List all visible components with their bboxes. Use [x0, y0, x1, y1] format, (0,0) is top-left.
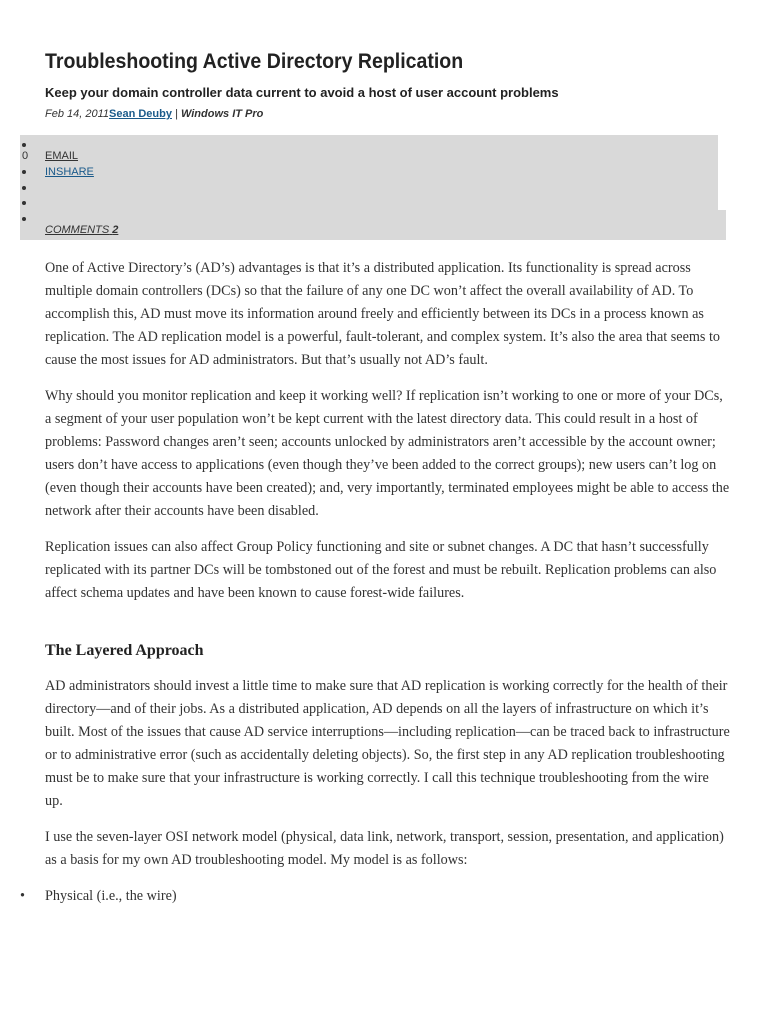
comments-count: 2: [112, 224, 119, 236]
comments-link[interactable]: [45, 224, 118, 236]
share-bar: [20, 135, 718, 240]
osi-layer-list: [45, 885, 730, 908]
author-link[interactable]: Sean Deuby: [109, 108, 172, 120]
byline: [45, 108, 263, 120]
article-body: [45, 257, 730, 908]
email-share-link[interactable]: EMAIL: [45, 150, 79, 162]
list-item: • Physical (i.e., the wire): [45, 885, 730, 908]
comments-label: COMMENTS: [45, 224, 110, 236]
article-paragraph: Replication issues can also affect Group Policy functioning and site or subnet changes. A DC that hasn’t successfully replicated with its partner DCs will be tombstoned out of the forest and must be rebuilt. Replication problems can also affect schema updates and have been known to cause forest-wide failures.: [45, 539, 717, 601]
article-subtitle: Keep your domain controller data current to avoid a host of user account problems: [45, 85, 559, 100]
share-count: 0: [22, 150, 29, 162]
section-heading: The Layered Approach: [45, 642, 204, 659]
byline-separator: |: [171, 108, 181, 120]
article-paragraph: Why should you monitor replication and keep it working well? If replication isn’t working to one or more of your DCs, a segment of your user population won’t be kept current with the latest directory data. This could result in a host of problems: Password changes aren’t seen; accounts unlocked by administrators aren’t accessible by the account owner; users don’t have access to applications (even though they’ve been added to the correct groups); new users can’t log on (even though their accounts have been created); and, very importantly, terminated employees might be able to access the network after their accounts have been disabled.: [45, 388, 730, 519]
share-bar-extension: [718, 210, 726, 240]
share-bullet-icon: [22, 201, 26, 205]
share-bullet-icon: [22, 186, 26, 190]
article-title: Troubleshooting Active Directory Replication: [45, 50, 464, 73]
publish-date: Feb 14, 2011: [45, 108, 110, 120]
article-paragraph: I use the seven-layer OSI network model (physical, data link, network, transport, session, presentation, and application) as a basis for my own AD troubleshooting model. My model is as follows:: [45, 829, 724, 868]
article-paragraph: One of Active Directory’s (AD’s) advantages is that it’s a distributed application. Its functionality is spread across multiple domain controllers (DCs) so that the failure of any one DC won’t affect the overall availability of AD. To accomplish this, AD must move its information around freely and efficiently between its DCs in a process known as replication. The AD replication model is a powerful, fault-tolerant, and complex system. It’s also the area that seems to cause the most issues for AD administrators. But that’s usually not AD’s fault.: [45, 260, 721, 368]
publication-name: Windows IT Pro: [180, 108, 264, 120]
share-bullet-icon: [22, 170, 26, 174]
share-bullet-icon: [22, 143, 26, 147]
article-paragraph: AD administrators should invest a little time to make sure that AD replication is working correctly for the health of their directory—and of their jobs. As a distributed application, AD depends on all the layers of infrastructure on which it’s built. Most of the issues that cause AD service interruptions—including replication—can be traced back to infrastructure or to administrative error (such as accidentally deleting objects). So, the first step in any AD replication troubleshooting must be to make sure that your infrastructure is working correctly. I call this technique troubleshooting from the wire up.: [45, 678, 730, 809]
linkedin-share-link[interactable]: INSHARE: [45, 166, 94, 178]
share-bullet-icon: [22, 217, 26, 221]
